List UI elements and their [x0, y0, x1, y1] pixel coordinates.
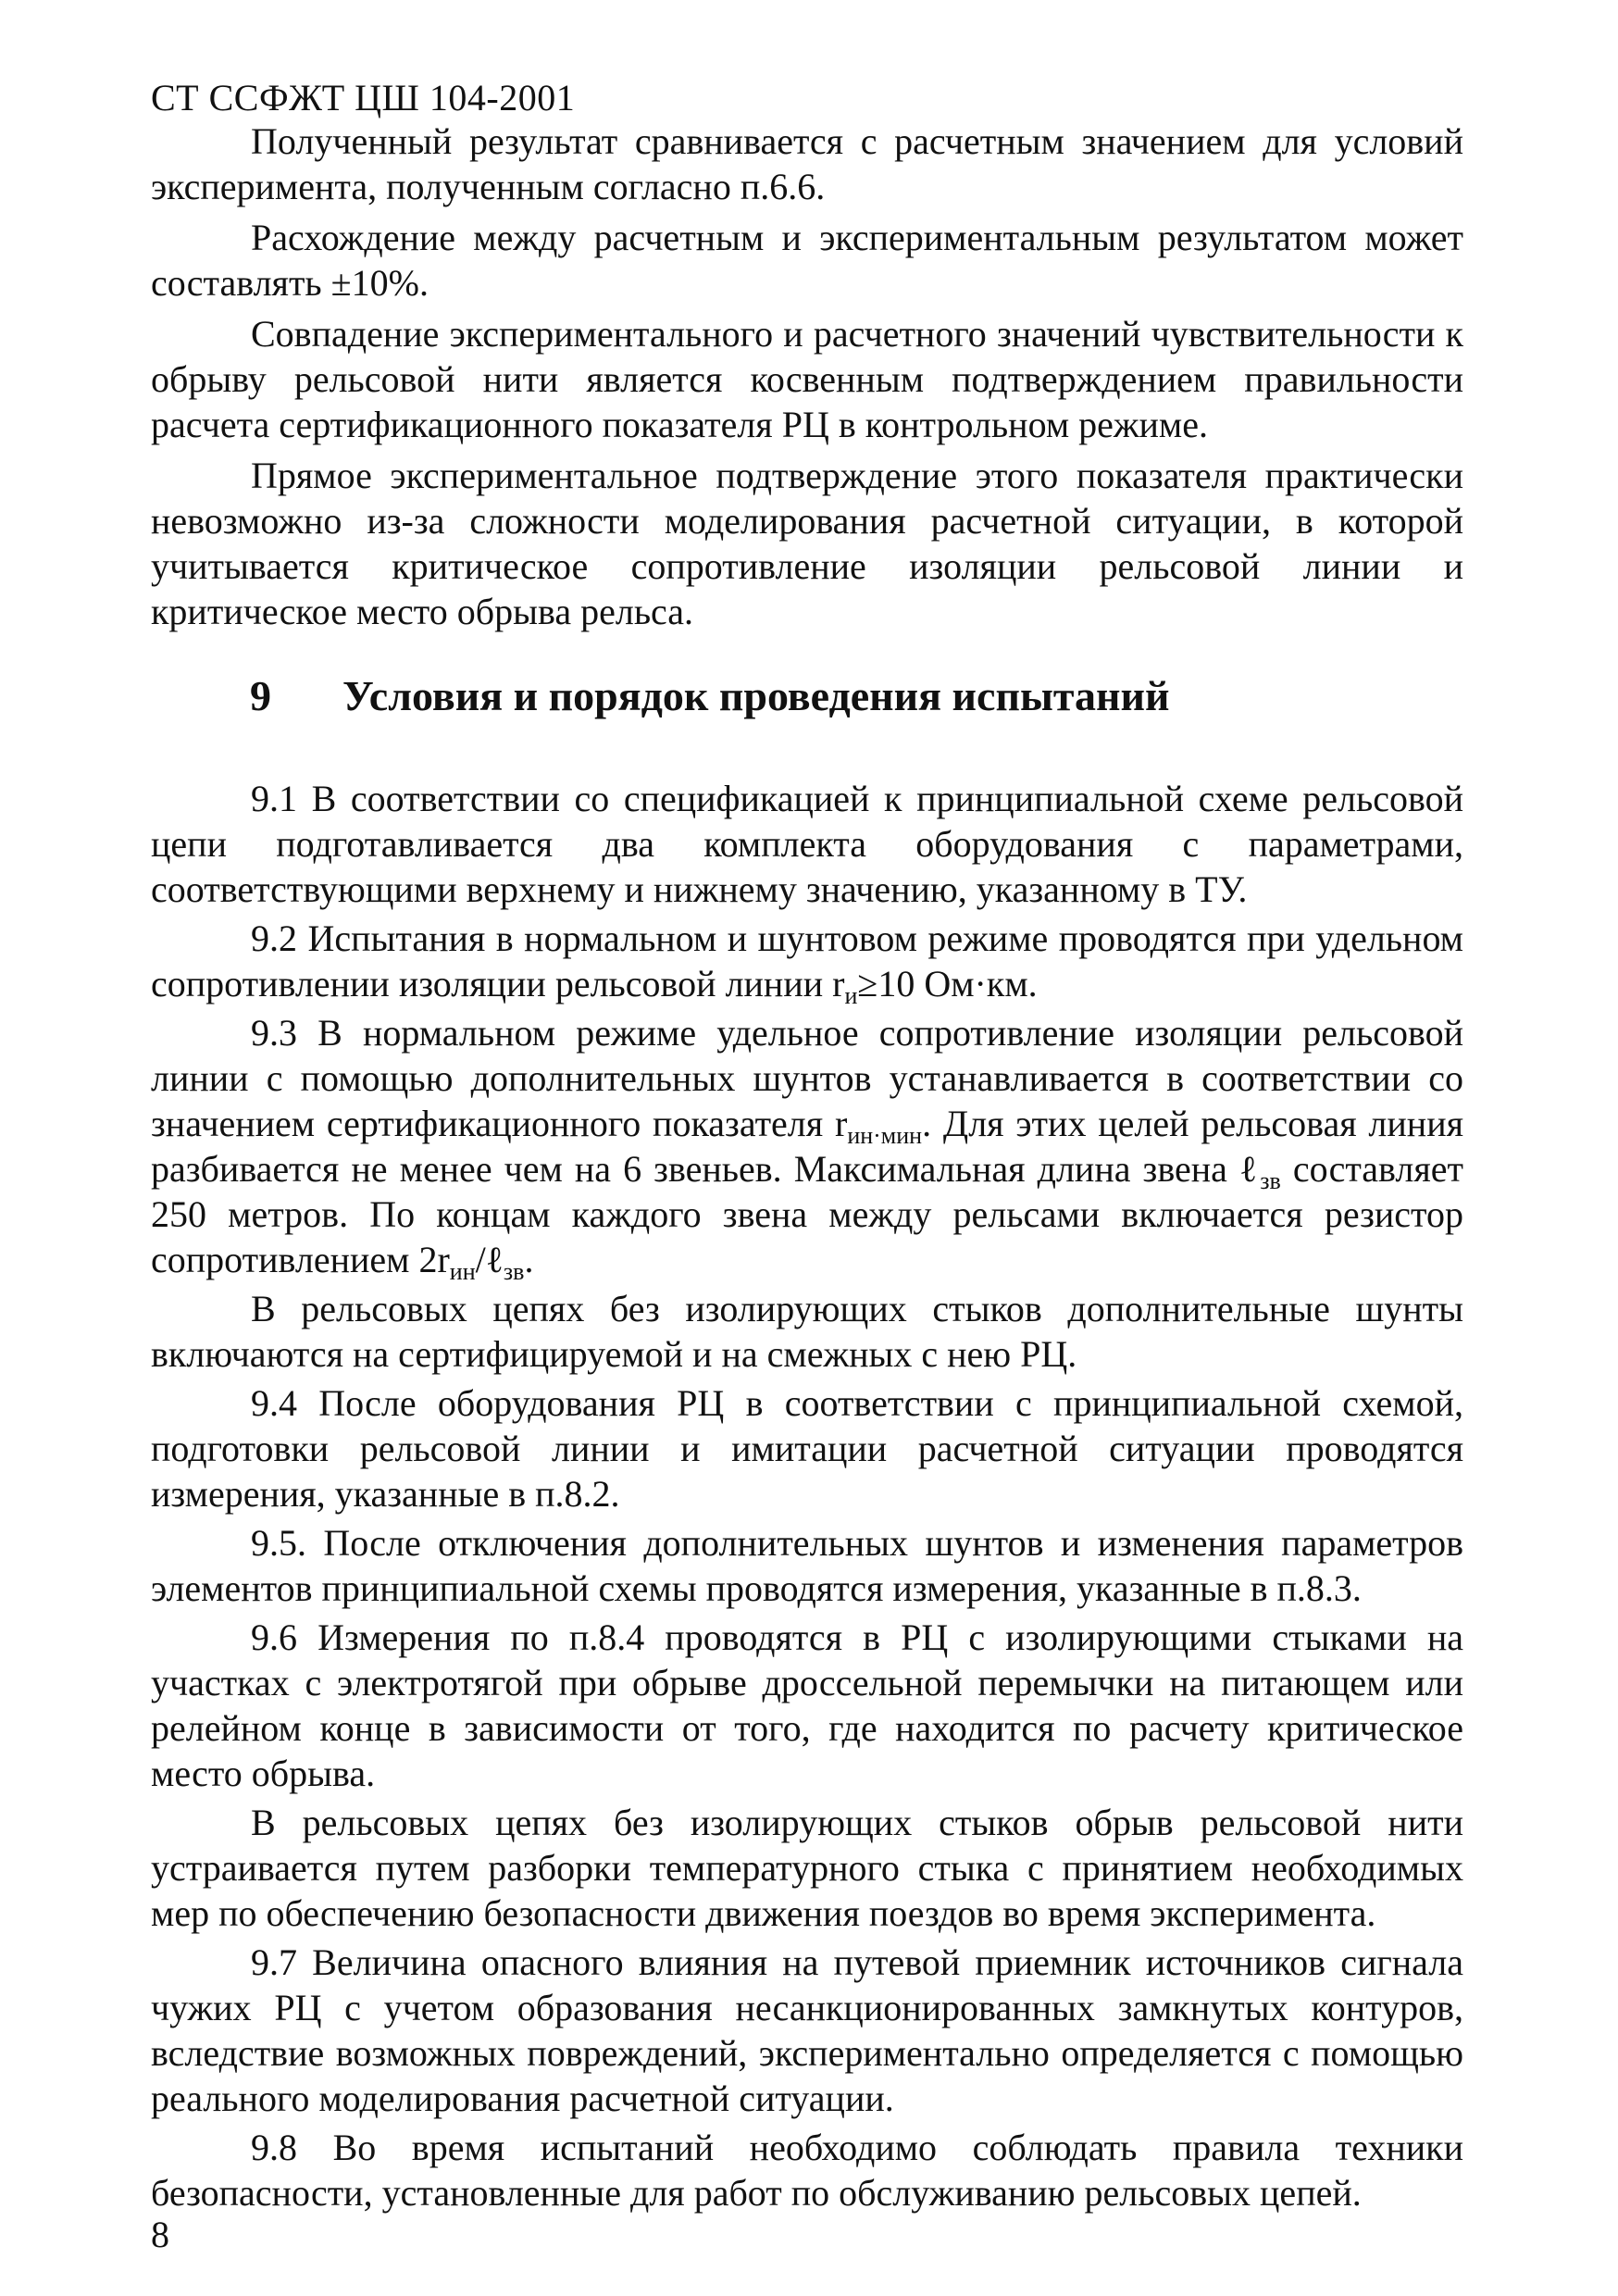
page-number: 8: [151, 2214, 169, 2255]
paragraph: Полученный результат сравнивается с расчетным значением для условий эксперимента, полученным согласно п.6.6.: [151, 120, 1463, 207]
paragraph: В рельсовых цепях без изолирующих стыков дополнительные шунты включаются на сертифицируемой и на смежных с нею РЦ.: [151, 1288, 1463, 1375]
paragraph-text: 9.2 Испытания в нормальном и шунтовом режиме проводятся при удельном сопротивлении изоляции рельсовой линии r: [151, 917, 1463, 1004]
intro-text: [151, 119, 1463, 640]
document-code: СТ ССФЖТ ЦШ 104-2001: [151, 77, 576, 119]
subscript: и: [844, 982, 858, 1009]
paragraph-9-8: 9.8 Во время испытаний необходимо соблюдать правила техники безопасности, установленные для работ по обслуживанию рельсовых цепей.: [151, 2127, 1463, 2214]
paragraph-9-5: 9.5. После отключения дополнительных шунтов и изменения параметров элементов принципиальной схемы проводятся измерения, указанные в п.8.3.: [151, 1522, 1463, 1609]
paragraph: Совпадение экспериментального и расчетного значений чувствительности к обрыву рельсовой нити является косвенным подтверждением правильности расчета сертификационного показателя РЦ в контрольном режиме.: [151, 313, 1463, 445]
paragraph-9-2: [151, 916, 1463, 1009]
paragraph-text: ≥10 Ом·км.: [857, 963, 1038, 1004]
paragraph-text: составляет 250 метров. По концам каждого звена между рельсами включается резистор сопротивлением 2r: [151, 1148, 1463, 1280]
paragraph-9-7: 9.7 Величина опасного влияния на путевой приемник источников сигнала чужих РЦ с учетом образования несанкционированных замкнутых контуров, вследствие возможных повреждений, экспериментально определяется с помощью реального моделирования расчетной ситуации.: [151, 1941, 1463, 2119]
paragraph-text: .: [524, 1239, 534, 1280]
paragraph-text: /ℓ: [475, 1239, 504, 1280]
paragraph: В рельсовых цепях без изолирующих стыков обрыв рельсовой нити устраивается путем разборки температурного стыка с принятием необходимых мер по обеспечению безопасности движения поездов во время эксперимента.: [151, 1802, 1463, 1934]
paragraph-9-1: 9.1 В соответствии со спецификацией к принципиальной схеме рельсовой цепи подготавливается два комплекта оборудования с параметрами, соответствующими верхнему и нижнему значению, указанному в ТУ.: [151, 778, 1463, 910]
paragraph: Прямое экспериментальное подтверждение этого показателя практически невозможно из-за сложности моделирования расчетной ситуации, в которой учитывается критическое сопротивление изоляции рельсовой линии и критическое место обрыва рельса.: [151, 455, 1463, 632]
subscript: зв: [503, 1258, 525, 1285]
paragraph-9-4: 9.4 После оборудования РЦ в соответствии с принципиальной схемой, подготовки рельсовой линии и имитации расчетной ситуации проводятся измерения, указанные в п.8.2.: [151, 1382, 1463, 1515]
section-body: [151, 776, 1463, 2219]
paragraph-9-6: 9.6 Измерения по п.8.4 проводятся в РЦ с изолирующими стыками на участках с электротягой при обрыве дроссельной перемычки на питающем или релейном конце в зависимости от того, где находится по расчету критическое место обрыва.: [151, 1616, 1463, 1794]
paragraph: Расхождение между расчетным и экспериментальным результатом может составлять ±10%.: [151, 217, 1463, 304]
section-heading: [250, 670, 1170, 722]
paragraph-text: 9.3 В нормальном режиме удельное сопротивление изоляции рельсовой линии с помощью дополнительных шунтов устанавливается в соответствии со значением сертификационного показателя r: [151, 1012, 1463, 1144]
paragraph-9-3: [151, 1010, 1464, 1285]
paragraph-text: . Для этих целей рельсовая линия разбивается не менее чем на 6 звеньев. Максимальная длина звена ℓ: [151, 1103, 1464, 1190]
section-number: 9: [250, 672, 271, 719]
subscript: ин: [449, 1258, 476, 1285]
subscript: зв: [1260, 1167, 1281, 1194]
section-title: Условия и порядок проведения испытаний: [342, 672, 1170, 719]
subscript: ин·мин: [847, 1122, 923, 1149]
